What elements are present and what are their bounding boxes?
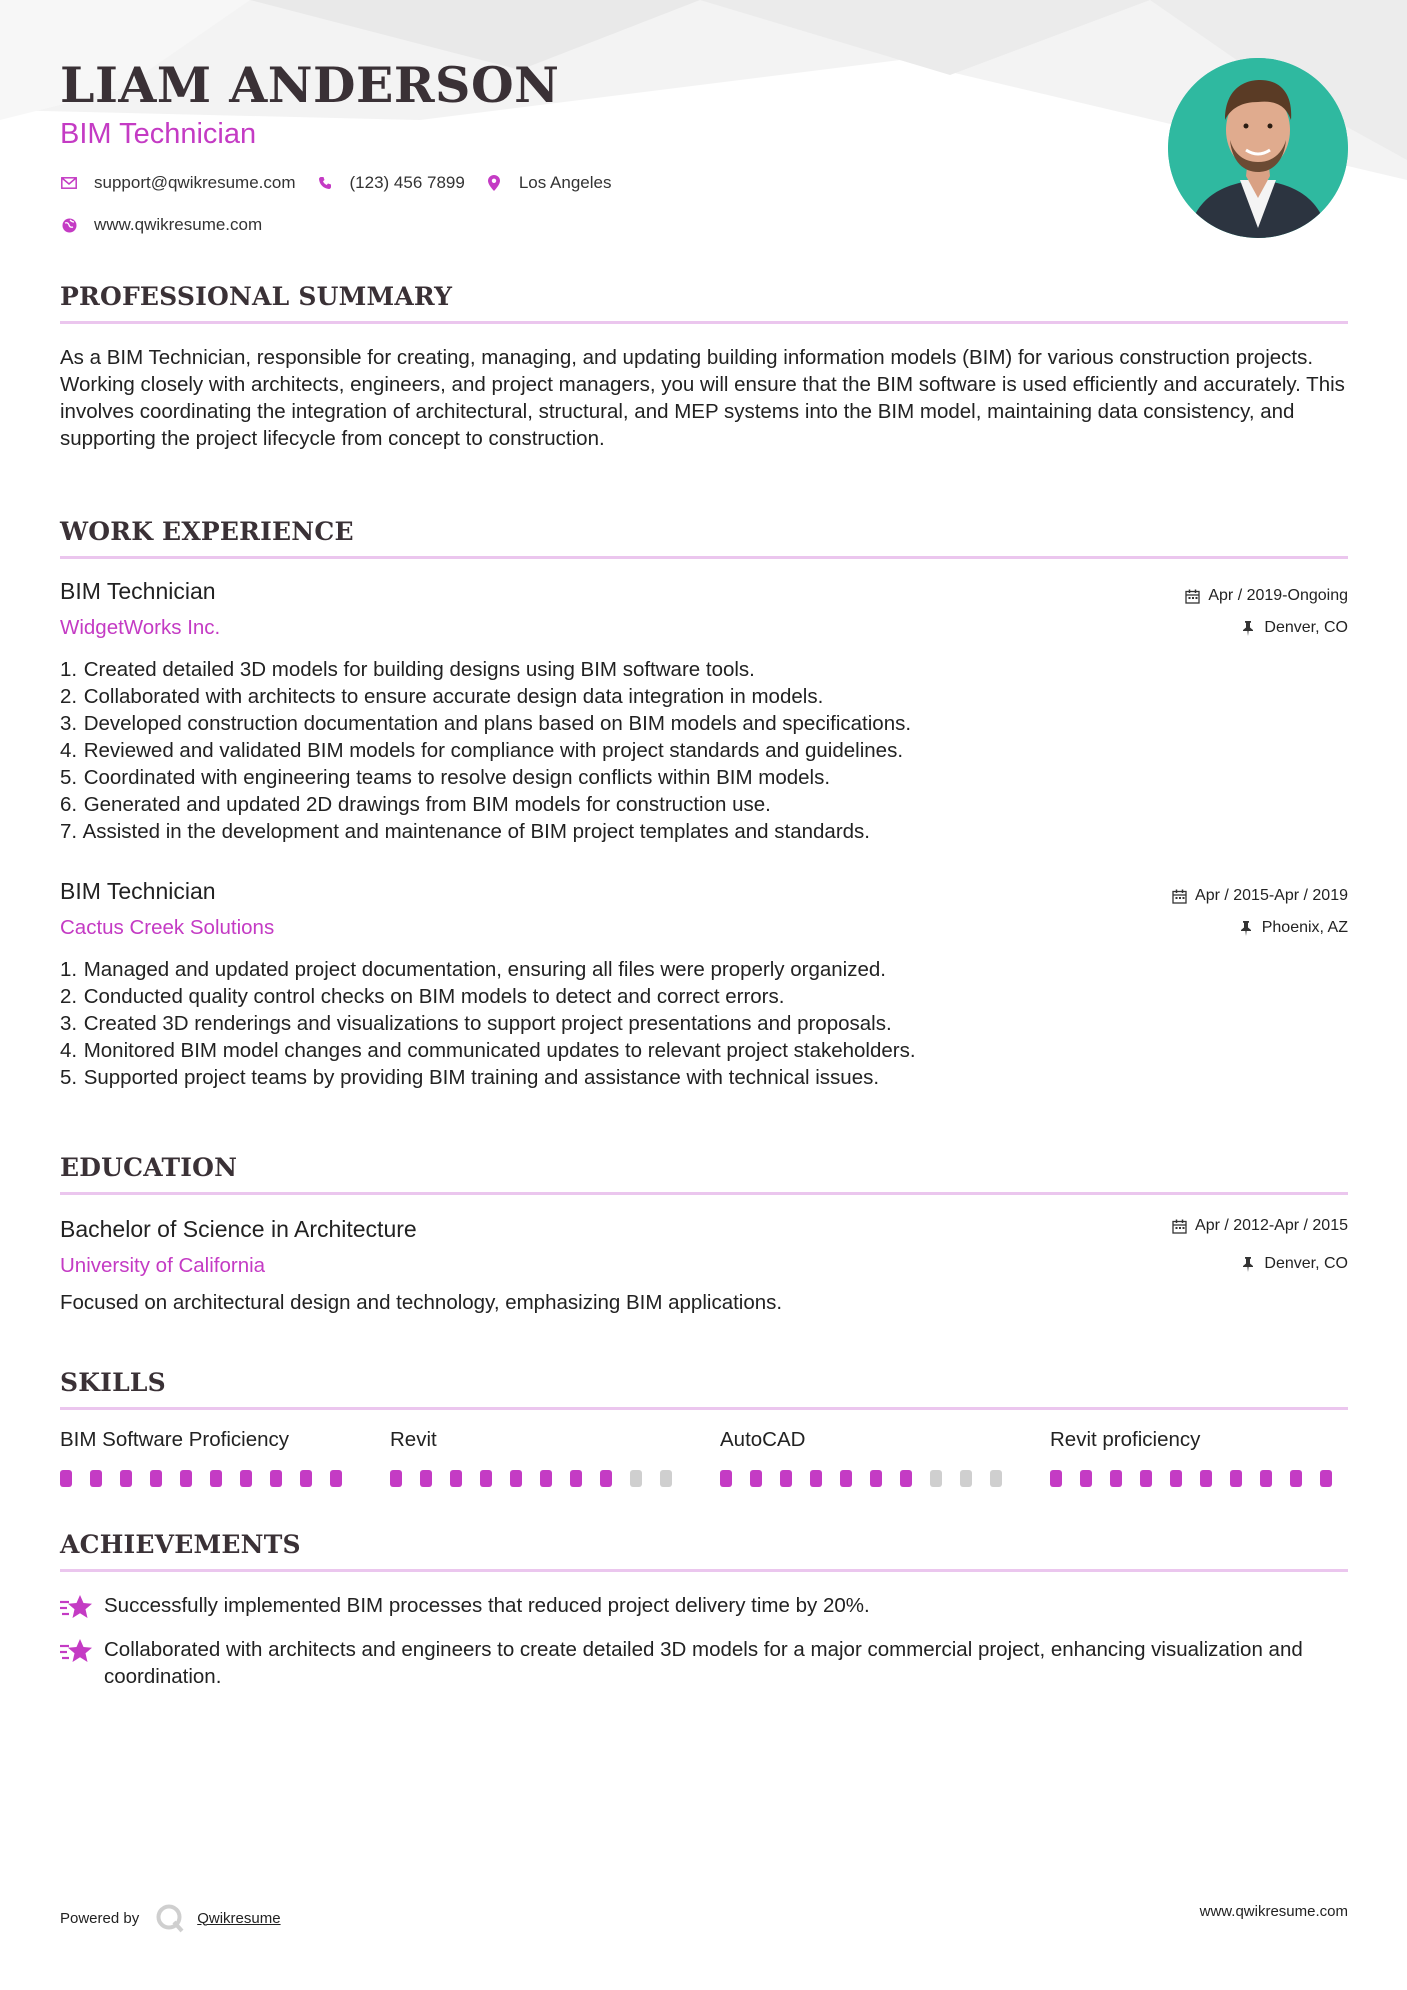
rating-dot-filled [1080,1470,1092,1487]
location-pin-icon [485,174,503,192]
calendar-icon [1171,1218,1187,1234]
rating-dot-filled [270,1470,282,1487]
rating-dot-filled [870,1470,882,1487]
job-duties-list [60,656,1348,845]
education-description: Focused on architectural design and technology, emphasizing BIM applications. [60,1291,783,1314]
rating-dot-empty [960,1470,972,1487]
list-item: 5. Supported project teams by providing BIM training and assistance with technical issues. [60,1066,880,1089]
skill-name: BIM Software Proficiency [60,1428,289,1451]
job-location-text: Denver, CO [1264,619,1348,636]
skill-rating [720,1470,1020,1487]
education-location [1240,1255,1348,1273]
education-dates [1171,1217,1348,1235]
job-duties-list [60,956,1348,1091]
job-title: BIM Technician [60,878,216,904]
rating-dot-empty [630,1470,642,1487]
qwikresume-link[interactable]: Qwikresume [197,1909,281,1927]
contact-row-primary [60,173,631,193]
list-item: 1. Managed and updated project documentation, ensuring all files were properly organized. [60,958,886,981]
rating-dot-filled [1050,1470,1062,1487]
rating-dot-filled [840,1470,852,1487]
section-title-experience: WORK EXPERIENCE [60,517,354,546]
star-icon [60,1636,104,1690]
company-name: WidgetWorks Inc. [60,616,221,639]
job-location-text: Phoenix, AZ [1261,919,1348,936]
section-title-summary: PROFESSIONAL SUMMARY [60,282,453,311]
section-title-skills: SKILLS [60,1368,166,1397]
rating-dot-filled [180,1470,192,1487]
rating-dot-filled [570,1470,582,1487]
email-text[interactable]: support@qwikresume.com [94,173,296,192]
rating-dot-filled [780,1470,792,1487]
pushpin-icon [1240,620,1256,636]
list-item: 3. Created 3D renderings and visualizations to support project presentations and proposals. [60,1012,892,1035]
rating-dot-filled [1290,1470,1302,1487]
list-item: 7. Assisted in the development and maintenance of BIM project templates and standards. [60,820,871,843]
candidate-name: LIAM ANDERSON [60,56,560,114]
rating-dot-filled [120,1470,132,1487]
section-divider [60,321,1348,324]
list-item: 2. Conducted quality control checks on BIM models to detect and correct errors. [60,985,785,1008]
skill-item [720,1428,1020,1487]
rating-dot-filled [60,1470,72,1487]
rating-dot-filled [1260,1470,1272,1487]
phone-text[interactable]: (123) 456 7899 [349,173,465,192]
job-title: BIM Technician [60,578,216,604]
list-item: 5. Coordinated with engineering teams to resolve design conflicts within BIM models. [60,766,831,789]
section-divider [60,556,1348,559]
calendar-icon [1171,888,1187,904]
rating-dot-filled [1140,1470,1152,1487]
skill-item [1050,1428,1350,1487]
rating-dot-empty [660,1470,672,1487]
section-title-achievements: ACHIEVEMENTS [60,1530,301,1559]
rating-dot-filled [90,1470,102,1487]
rating-dot-filled [900,1470,912,1487]
star-icon [60,1592,104,1625]
rating-dot-filled [330,1470,342,1487]
education-dates-text: Apr / 2012-Apr / 2015 [1195,1217,1348,1234]
calendar-icon [1184,588,1200,604]
skill-rating [1050,1470,1350,1487]
skill-rating [60,1470,360,1487]
rating-dot-filled [1230,1470,1242,1487]
section-divider [60,1407,1348,1410]
rating-dot-filled [600,1470,612,1487]
rating-dot-filled [210,1470,222,1487]
job-location [1238,919,1348,937]
job-dates-text: Apr / 2019-Ongoing [1208,587,1348,604]
job-location [1240,619,1348,637]
list-item: 4. Monitored BIM model changes and communicated updates to relevant project stakeholders. [60,1039,916,1062]
website-text[interactable]: www.qwikresume.com [94,215,263,234]
list-item: 4. Reviewed and validated BIM models for compliance with project standards and guidelines. [60,739,904,762]
contact-row-secondary [60,215,282,235]
rating-dot-filled [1320,1470,1332,1487]
skill-name: Revit proficiency [1050,1428,1201,1451]
rating-dot-filled [810,1470,822,1487]
phone-icon [316,174,334,192]
rating-dot-empty [930,1470,942,1487]
pushpin-icon [1238,920,1254,936]
rating-dot-filled [1110,1470,1122,1487]
rating-dot-filled [1200,1470,1212,1487]
section-title-education: EDUCATION [60,1153,238,1182]
footer-url[interactable]: www.qwikresume.com [1199,1903,1348,1920]
rating-dot-filled [450,1470,462,1487]
qwikresume-logo-icon [155,1903,185,1933]
rating-dot-filled [480,1470,492,1487]
email-icon [60,174,78,192]
rating-dot-filled [750,1470,762,1487]
education-location-text: Denver, CO [1264,1255,1348,1272]
rating-dot-filled [390,1470,402,1487]
skill-item [390,1428,690,1487]
list-item: 6. Generated and updated 2D drawings from BIM models for construction use. [60,793,771,816]
skill-item [60,1428,360,1487]
rating-dot-filled [300,1470,312,1487]
rating-dot-filled [720,1470,732,1487]
globe-icon [60,216,78,234]
pushpin-icon [1240,1256,1256,1272]
powered-by-label: Powered by [60,1909,140,1927]
rating-dot-filled [510,1470,522,1487]
skill-name: AutoCAD [720,1428,806,1451]
school-name: University of California [60,1254,266,1277]
job-dates [1184,587,1348,605]
achievement-item [60,1636,1348,1690]
footer-powered-by [60,1903,281,1933]
rating-dot-filled [420,1470,432,1487]
rating-dot-filled [150,1470,162,1487]
skill-name: Revit [390,1428,437,1451]
rating-dot-filled [1170,1470,1182,1487]
company-name: Cactus Creek Solutions [60,916,275,939]
job-dates-text: Apr / 2015-Apr / 2019 [1195,887,1348,904]
section-divider [60,1569,1348,1572]
skill-rating [390,1470,690,1487]
candidate-title: BIM Technician [60,118,257,150]
degree-title: Bachelor of Science in Architecture [60,1216,417,1242]
job-dates [1171,887,1348,905]
rating-dot-filled [240,1470,252,1487]
section-divider [60,1192,1348,1195]
rating-dot-filled [540,1470,552,1487]
list-item: 2. Collaborated with architects to ensure accurate design data integration in models. [60,685,824,708]
achievement-text: Successfully implemented BIM processes that reduced project delivery time by 20%. [104,1594,870,1617]
location-text: Los Angeles [518,173,612,192]
achievement-text: Collaborated with architects and engineers to create detailed 3D models for a major commercial project, enhancing visualization and coordination. [104,1638,1303,1688]
profile-photo [1168,58,1348,238]
list-item: 3. Developed construction documentation and plans based on BIM models and specifications. [60,712,912,735]
summary-text: As a BIM Technician, responsible for creating, managing, and updating building information models (BIM) for various construction projects. Working closely with architects, engineers, and project managers, you will ensure that the BIM software is used efficiently and accurately. This involves coordinating the integration of architectural, structural, and MEP systems into the BIM model, maintaining data consistency, and supporting the project lifecycle from concept to construction. [60,346,1345,450]
list-item: 1. Created detailed 3D models for building designs using BIM software tools. [60,658,755,681]
achievement-item [60,1592,1348,1625]
rating-dot-empty [990,1470,1002,1487]
